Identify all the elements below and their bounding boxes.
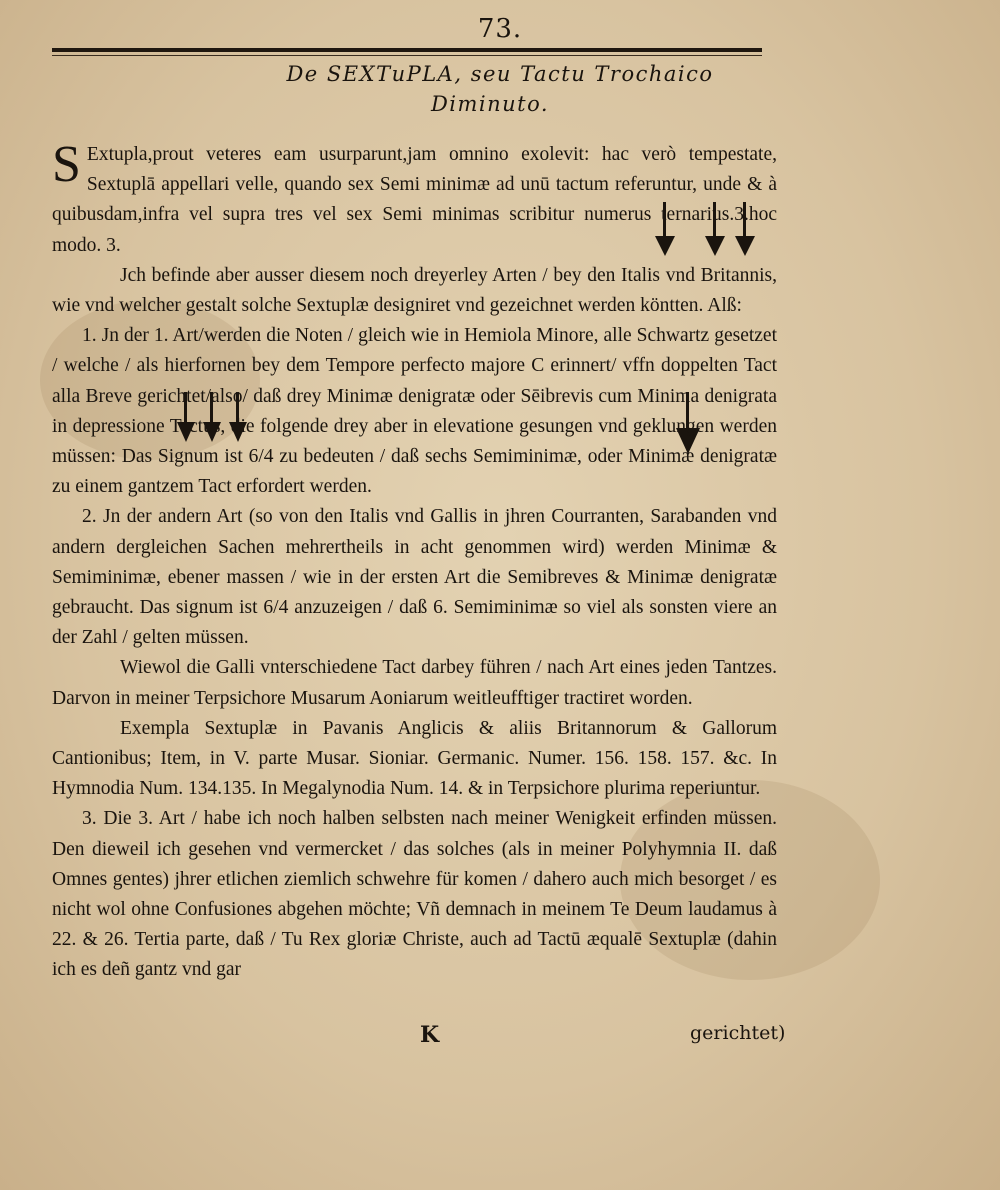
page-text	[52, 136, 777, 986]
catchword: gerichtet)	[690, 1022, 786, 1044]
paragraph-3: 1. Jn der 1. Art/werden die Noten / gleich wie in Hemiola Minore, alle Schwartz gesetzet / welche / als hierfornen bey dem Tempore perfecto majore C erinnert/ vffn doppelten Tact alla Breve gerichtet/also/ daß drey Minimæ denigratæ oder Sēibrevis cum Minima denigrata in depressione Tactus, die folgende drey aber in elevatione gesungen vnd geklungen werden müssen: Das Signum ist 6/4 zu bedeuten / daß sechs Semiminimæ, oder Minimæ denigratæ zu einem gantzem Tact erfordert werden.	[52, 325, 777, 498]
header-rule	[52, 48, 762, 52]
chapter-heading-2: Diminuto.	[430, 92, 550, 116]
paragraph-4: 2. Jn der andern Art (so von den Italis vnd Gallis in jhren Courranten, Sarabanden vnd andern dergleichen Sachen mehrertheils in acht genommen wird) werden Minimæ & Semiminimæ, ebener massen / wie in der ersten Art die Semibreves & Minimæ denigratæ gebraucht. Das signum ist 6/4 anzuzeigen / daß 6. Semiminimæ so viel als sonsten viere an der Zahl / gelten müssen.	[52, 506, 777, 649]
paragraph-7: 3. Die 3. Art / habe ich noch halben selbsten nach meiner Wenigkeit erfinden müssen. Den dieweil ich gesehen vnd vermercket / das solches (als in meiner Polyhymnia II. daß Omnes gentes) jhrer etlichen ziemlich schwehre für komen / dahero auch mich besorget / es nicht wol ohne Confusiones abgehen möchte; Vñ demnach in meinem Te Deum laudamus à 22. & 26. Tertia parte, daß / Tu Rex gloriæ Christe, auch ad Tactū æqualē Sextuplæ (dahin ich es deñ gantz vnd gar	[52, 808, 777, 981]
paragraph-text: Extupla,prout veteres eam usurparunt,jam omnino exolevit: hac verò tempestate, Sextuplā appellari velle, quando sex Semi minimæ ad unū tactum referuntur, unde & à quibusdam,infra vel supra tres vel sex Semi minimas scribitur numerus ternarius.3.hoc modo. 3.	[52, 144, 777, 256]
paragraph-2: Jch befinde aber ausser diesem noch dreyerley Arten / bey den Italis vnd Britannis, wie vnd welcher gestalt solche Sextuplæ designiret vnd gezeichnet werden köntten. Alß:	[52, 264, 777, 317]
header-rule-thin	[52, 55, 762, 56]
page-number: 73.	[477, 14, 523, 44]
signature-mark: K	[420, 1022, 440, 1048]
paragraph-6: Exempla Sextuplæ in Pavanis Anglicis & aliis Britannorum & Gallorum Cantionibus; Item, in V. parte Musar. Sioniar. Germanic. Numer. 156. 158. 157. &c. In Hymnodia Num. 134.135. In Megalynodia Num. 14. & in Terpsichore plurima reperiuntur.	[52, 717, 777, 800]
paragraph-1	[52, 136, 777, 261]
paragraph-5: Wiewol die Galli vnterschiedene Tact darbey führen / nach Art eines jeden Tantzes. Darvon in meiner Terpsichore Musarum Aoniarum weitleufftiger tractiret worden.	[52, 657, 777, 709]
chapter-heading: De SEXTuPLA, seu Tactu Trochaico	[286, 62, 714, 86]
drop-cap: S	[52, 136, 81, 193]
